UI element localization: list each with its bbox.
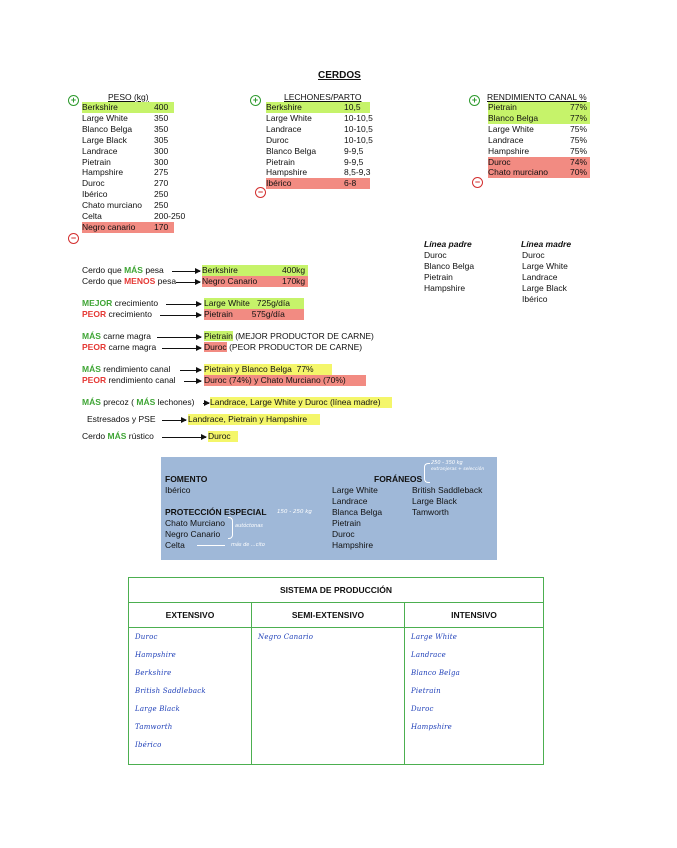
arrow-icon — [162, 437, 206, 438]
list-item: Large Black — [412, 496, 457, 506]
note-foraneos-sub: extranjeras + selección — [431, 467, 485, 472]
peor-crecimiento-row: PEOR crecimiento — [82, 309, 152, 319]
mas-pesa-row: Cerdo que MÁS pesa — [82, 265, 164, 275]
list-item: Blanco Belga — [424, 261, 475, 271]
lechones-value: 10,5 — [344, 102, 361, 112]
rendimiento-name: Pietrain — [488, 102, 517, 112]
peso-name: Celta — [82, 211, 102, 221]
arrow-icon — [162, 420, 186, 421]
lechones-name: Landrace — [266, 123, 302, 134]
handwritten-item: Large White — [411, 633, 458, 641]
peso-row — [82, 189, 174, 200]
lechones-name: Ibérico — [266, 178, 292, 189]
rendimiento-header: RENDIMIENTO CANAL % — [487, 92, 587, 102]
intensivo-list — [405, 628, 543, 736]
rendimiento-row — [488, 167, 590, 178]
handwritten-item: Berkshire — [135, 669, 172, 677]
peso-name: Berkshire — [82, 102, 118, 112]
list-item: British Saddleback — [412, 485, 483, 495]
plus-icon: + — [250, 95, 261, 106]
peso-value: 250 — [154, 200, 169, 211]
col-intensivo — [405, 628, 544, 765]
rendimiento-row — [488, 113, 590, 124]
sistema-title: SISTEMA DE PRODUCCIÓN — [129, 578, 544, 603]
lechones-value: 10-10,5 — [344, 134, 373, 145]
lechones-header: LECHONES/PARTO — [284, 92, 362, 102]
rendimiento-row — [488, 146, 590, 157]
rendimiento-value: 75% — [570, 123, 588, 134]
menos-pesa-target: Negro Canario 170kg — [202, 276, 308, 287]
linea-madre-header: Línea madre — [521, 239, 572, 249]
peor-crecimiento-target: Pietrain 575g/día — [204, 309, 304, 320]
estres-target: Landrace, Pietrain y Hampshire — [188, 414, 320, 425]
peso-name: Duroc — [82, 178, 105, 189]
arrow-icon — [162, 348, 201, 349]
peso-name: Blanco Belga — [82, 123, 133, 134]
rendimiento-name: Hampshire — [488, 145, 530, 156]
col-extensivo — [129, 628, 252, 765]
peso-value: 350 — [154, 112, 169, 123]
list-item: Large Black — [522, 283, 567, 293]
peso-name: Chato murciano — [82, 200, 143, 211]
extensivo-list — [129, 628, 251, 754]
foraneos-header: FORÁNEOS — [374, 474, 423, 484]
lechones-row — [266, 134, 373, 146]
peso-value: 400 — [154, 102, 169, 112]
peso-name: Pietrain — [82, 156, 111, 167]
peso-name: Large Black — [82, 134, 127, 145]
lechones-row — [266, 167, 370, 178]
minus-icon: − — [255, 187, 266, 198]
proteccion-item: Celta — [165, 540, 185, 550]
lechones-value: 6-8 — [344, 178, 357, 189]
peso-value: 275 — [154, 167, 169, 178]
lechones-name: Large White — [266, 112, 312, 123]
handwritten-item: Hampshire — [411, 723, 453, 731]
rendimiento-name: Chato murciano — [488, 167, 549, 178]
rendimiento-row — [488, 102, 590, 113]
list-item: Hampshire — [424, 283, 466, 293]
note-celta: más de ...cito — [231, 542, 265, 548]
lechones-value: 9-9,5 — [344, 145, 364, 156]
rustico-target: Duroc — [208, 431, 238, 442]
mejor-crecimiento-row: MEJOR crecimiento — [82, 298, 159, 308]
rendimiento-value: 77% — [570, 102, 588, 112]
note-weight: 150 - 250 kg — [277, 509, 312, 515]
rendimiento-value: 70% — [570, 167, 588, 178]
lechones-name: Blanco Belga — [266, 145, 317, 156]
mas-pesa-target: Berkshire 400kg — [202, 265, 308, 276]
proteccion-item: Negro Canario — [165, 529, 221, 539]
plus-icon: + — [469, 95, 480, 106]
note-autoctonas: autóctonas — [235, 523, 263, 529]
handwritten-item: Landrace — [411, 651, 446, 659]
fomento-header: FOMENTO — [165, 474, 208, 484]
peso-name: Landrace — [82, 145, 118, 156]
peso-row — [82, 157, 174, 168]
mejor-crecimiento-target: Large White 725g/día — [204, 298, 304, 309]
peso-row — [82, 178, 174, 189]
rendimiento-name: Large White — [488, 123, 534, 134]
handwritten-item: Duroc — [135, 633, 158, 641]
list-item: Duroc — [332, 529, 355, 539]
list-item: Landrace — [332, 496, 368, 506]
arrow-icon — [166, 304, 201, 305]
arrow-icon — [160, 315, 201, 316]
brace-icon — [424, 463, 430, 483]
peso-value: 305 — [154, 134, 169, 145]
fomento-item: Ibérico — [165, 485, 191, 495]
lechones-name: Berkshire — [266, 102, 302, 112]
col-extensivo-header: EXTENSIVO — [129, 603, 252, 628]
peor-magra-row: PEOR carne magra — [82, 342, 157, 352]
list-item: Large White — [522, 261, 568, 271]
list-item: Pietrain — [424, 272, 453, 282]
peso-value: 200-250 — [154, 211, 186, 221]
peso-row — [82, 167, 174, 178]
list-item: Large White — [332, 485, 378, 495]
arrow-icon — [184, 381, 201, 382]
rendimiento-value: 74% — [570, 156, 588, 167]
arrow-icon — [157, 337, 201, 338]
rendimiento-row — [488, 124, 590, 135]
peso-row — [82, 135, 174, 146]
rendimiento-value: 77% — [570, 112, 588, 123]
mas-magra-row: MÁS carne magra — [82, 331, 151, 341]
handwritten-item: Large Black — [135, 705, 180, 713]
arrow-icon — [180, 370, 201, 371]
arrow-icon — [172, 271, 200, 272]
lechones-value: 8,5-9,3 — [344, 167, 371, 178]
lechones-value: 9-9,5 — [344, 156, 364, 167]
peor-rendimiento-target: Duroc (74%) y Chato Murciano (70%) — [204, 375, 366, 386]
peso-row — [82, 211, 186, 222]
peso-value: 270 — [154, 178, 169, 189]
plus-icon: + — [68, 95, 79, 106]
peso-value: 300 — [154, 156, 169, 167]
peso-row — [82, 102, 174, 113]
menos-pesa-row: Cerdo que MENOS pesa — [82, 276, 177, 286]
peso-name: Negro canario — [82, 221, 136, 232]
rustico-row: Cerdo MÁS rústico — [82, 431, 154, 441]
linea-padre-header: Línea padre — [424, 239, 472, 249]
col-intensivo-header: INTENSIVO — [405, 603, 544, 628]
peso-name: Hampshire — [82, 167, 124, 178]
lechones-row — [266, 157, 370, 168]
brace-icon — [228, 517, 233, 539]
lechones-name: Pietrain — [266, 156, 295, 167]
lechones-row — [266, 146, 370, 157]
peor-magra-target: Duroc (PEOR PRODUCTOR DE CARNE) — [204, 342, 363, 352]
lechones-row — [266, 178, 370, 189]
rendimiento-value: 75% — [570, 145, 588, 156]
precoz-row: MÁS precoz ( MÁS lechones) — [82, 397, 195, 407]
proteccion-item: Chato Murciano — [165, 518, 226, 528]
peso-value: 170 — [154, 221, 169, 232]
handwritten-item: Negro Canario — [258, 633, 314, 641]
handwritten-item: Hampshire — [135, 651, 177, 659]
rendimiento-row — [488, 157, 590, 168]
lechones-value: 10-10,5 — [344, 123, 373, 134]
list-item: Blanca Belga — [332, 507, 383, 517]
list-item: Duroc — [424, 250, 447, 260]
lechones-row — [266, 112, 373, 124]
minus-icon: − — [68, 233, 79, 244]
rendimiento-value: 75% — [570, 134, 588, 145]
list-item: Duroc — [522, 250, 545, 260]
arrow-icon — [197, 545, 225, 546]
peso-name: Large White — [82, 112, 128, 123]
peso-row — [82, 222, 174, 233]
handwritten-item: Duroc — [411, 705, 434, 713]
rendimiento-name: Duroc — [488, 156, 511, 167]
estres-row: Estresados y PSE — [87, 414, 156, 424]
arrow-icon — [176, 282, 200, 283]
lechones-row — [266, 123, 373, 135]
peor-rendimiento-row: PEOR rendimiento canal — [82, 375, 176, 385]
handwritten-item: Ibérico — [135, 741, 162, 749]
peso-row — [82, 113, 174, 124]
lechones-name: Hampshire — [266, 167, 308, 178]
handwritten-item: British Saddleback — [135, 687, 206, 695]
list-item: Hampshire — [332, 540, 374, 550]
rendimiento-name: Blanco Belga — [488, 112, 539, 123]
mas-magra-target: Pietrain (MEJOR PRODUCTOR DE CARNE) — [204, 331, 374, 341]
list-item: Landrace — [522, 272, 558, 282]
arrow-icon — [203, 403, 209, 404]
mas-rendimiento-row: MÁS rendimiento canal — [82, 364, 171, 374]
list-item: Ibérico — [522, 294, 548, 304]
semi-list — [252, 628, 404, 646]
minus-icon: − — [472, 177, 483, 188]
lechones-row — [266, 102, 370, 113]
rendimiento-name: Landrace — [488, 134, 524, 145]
proteccion-header: PROTECCIÓN ESPECIAL — [165, 507, 267, 517]
peso-value: 350 — [154, 123, 169, 134]
peso-value: 250 — [154, 189, 169, 200]
peso-row — [82, 146, 174, 157]
list-item: Tamworth — [412, 507, 449, 517]
peso-value: 300 — [154, 145, 169, 156]
peso-row — [82, 200, 174, 211]
handwritten-item: Pietrain — [411, 687, 441, 695]
fomento-foraneos-box — [161, 457, 497, 560]
handwritten-item: Blanco Belga — [411, 669, 461, 677]
peso-name: Ibérico — [82, 189, 108, 200]
peso-header: PESO (kg) — [108, 92, 149, 102]
col-semi-header: SEMI-EXTENSIVO — [252, 603, 405, 628]
note-foraneos-weight: 250 - 350 kg — [431, 460, 463, 466]
page-title: CERDOS — [318, 70, 361, 81]
precoz-target: Landrace, Large White y Duroc (línea madre) — [210, 397, 392, 408]
col-semi — [252, 628, 405, 765]
lechones-name: Duroc — [266, 134, 289, 145]
sistema-produccion-table — [128, 577, 544, 765]
handwritten-item: Tamworth — [135, 723, 173, 731]
rendimiento-row — [488, 135, 590, 146]
list-item: Pietrain — [332, 518, 361, 528]
mas-rendimiento-target: Pietrain y Blanco Belga 77% — [204, 364, 332, 375]
peso-row — [82, 124, 174, 135]
lechones-value: 10-10,5 — [344, 112, 373, 123]
